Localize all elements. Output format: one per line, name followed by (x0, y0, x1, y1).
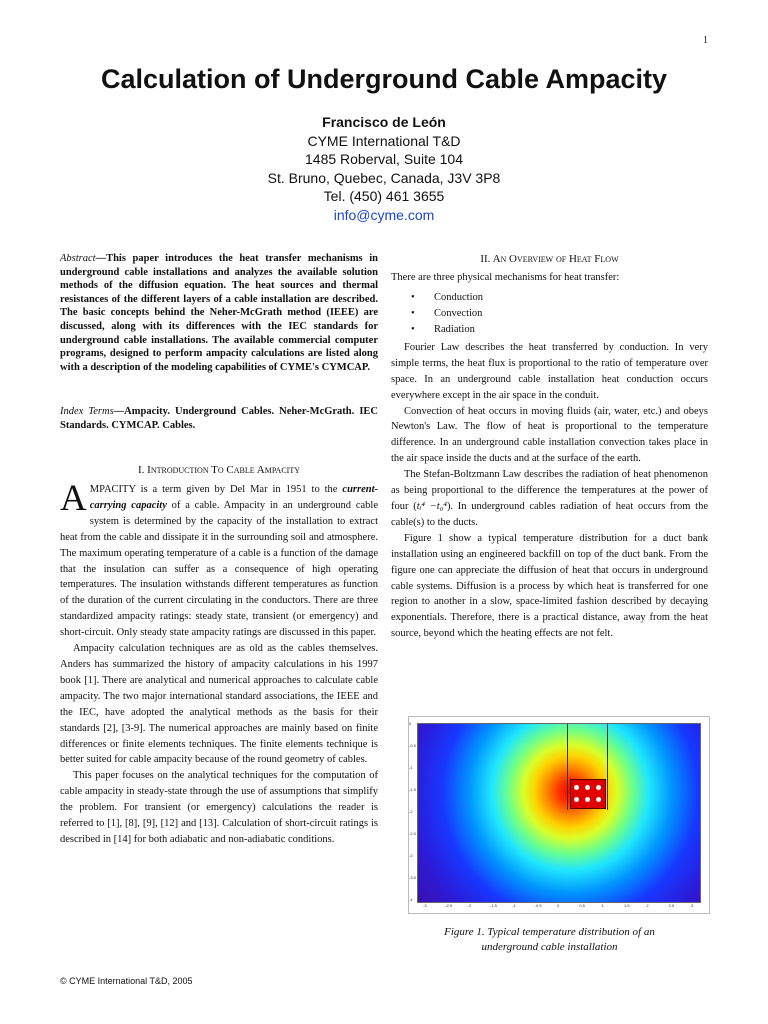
index-terms (60, 405, 378, 432)
abstract (60, 252, 378, 374)
drop-cap: A (60, 478, 87, 519)
author-email-link[interactable]: info@cyme.com (333, 206, 435, 223)
section2-heading: II. An Overview of Heat Flow (480, 253, 619, 265)
section2-para3: The Stefan-Boltzmann Law describes the radiation of heat phenomenon as being proportional to the difference the temperatures at the power of four (tᵢ⁴ −t₀⁴). In underground cables radiation of heat occurs from the cable(s) to the ducts. (391, 469, 708, 528)
cable-conductor (574, 797, 579, 802)
y-tick-label: -3 (409, 853, 413, 858)
abstract-text: —This paper introduces the heat transfer mechanisms in underground cable installations and analyzes the available solution methods of the diffusion equation. The heat sources and thermal resistances of the different layers of a cable installation are described. The basic concepts behind the Neher-McGrath method (IEEE) are discussed, along with its differences with the IEC standards for underground cable installations. The available commercial computer programs, designed to perform ampacity calculations are listed along with a description of the modeling capabilities of CYME's CYMCAP. (60, 253, 378, 373)
figure-temperature-distribution (408, 716, 710, 914)
index-terms-text: —Ampacity. Underground Cables. Neher-McGrath. IEC Standards. CYMCAP. Cables. (60, 406, 378, 431)
cable-conductor (596, 785, 601, 790)
heat-transfer-list (391, 290, 708, 338)
y-tick-label: -1 (409, 765, 413, 770)
x-tick-label: 1 (601, 903, 604, 908)
section1-heading: I. Introduction To Cable Ampacity (138, 464, 300, 476)
x-tick-label: -2.5 (445, 903, 453, 908)
x-tick-label: -3 (423, 903, 427, 908)
section2-intro: There are three physical mechanisms for heat transfer: (391, 272, 620, 283)
copyright-footer: © CYME International T&D, 2005 (60, 976, 193, 986)
author-block (0, 113, 768, 224)
section1-para1: AMPACITY is a term given by Del Mar in 1951 to the current-carrying capacity of a cable. Ampacity in an underground cable system is determined by the capacity of the installation to extract heat from the cable and dissipate it in the surrounding soil and atmosphere. The maximum operating temperature of a cable is a function of the damage that the insulation can suffer as a consequence of high operating temperatures. The insulation withstands different temperatures as function of the duration of the current circulating in the conductors. There are three standardized ampacity ratings: steady state, transient (or emergency) and short-circuit. Only steady state ampacity ratings are discussed in this paper. (60, 478, 378, 639)
x-tick-label: -1.5 (490, 903, 497, 908)
cable-conductor (574, 785, 579, 790)
section2-body (391, 270, 708, 642)
inline-formula: tᵢ⁴ −t₀⁴ (416, 500, 447, 512)
y-tick-label: 0 (409, 721, 412, 726)
section2-para2: Convection of heat occurs in moving fluids (air, water, etc.) and obeys Newton's Law. The flow of heat is proportional to the temperature difference. In an underground cable installation convection takes place in the air space inside the ducts and at the surface of the earth. (391, 405, 708, 465)
y-tick-label: -4 (409, 897, 413, 902)
y-tick-label: -1.5 (409, 787, 416, 792)
x-tick-label: 2.5 (668, 903, 675, 908)
x-tick-label: -0.5 (534, 903, 542, 908)
list-item: • Convection (411, 306, 708, 322)
y-tick-label: -0.5 (409, 743, 416, 748)
emphasis-current-carrying: current-carrying capacity (89, 484, 378, 511)
x-tick-label: 1.5 (624, 903, 630, 908)
author-city: St. Bruno, Quebec, Canada, J3V 3P8 (267, 169, 501, 186)
section1-body (60, 478, 378, 848)
duct-bank (570, 779, 606, 809)
heatmap-plot (417, 723, 701, 903)
cable-conductor (596, 797, 601, 802)
section2-para1: Fourier Law describes the heat transferred by conduction. In very simple terms, the heat flux is proportional to the ratio of temperature over space. In an underground cable installation heat conduction occurs everywhere except in the air space in the conduit. (391, 341, 708, 401)
list-item: • Radiation (411, 322, 708, 338)
x-tick-label: 0.5 (579, 903, 585, 908)
x-tick-label: -1 (512, 903, 516, 908)
section1-para2: Ampacity calculation techniques are as old as the cables themselves. Anders has summarized the history of ampacity calculations in his 1997 book [1]. There are analytical and numerical approaches to calculate cable ampacity. The two major international standard associations, the IEEE and the IEC, have adopted the analytical methods as the basis for their standards [2], [3-9]. The numerical approaches are mainly based on finite differences or finite elements techniques. The finite elements technique is better suited for cable ampacity because of the round geometry of cables. (60, 643, 378, 766)
index-terms-label: Index Terms (60, 406, 114, 417)
cable-conductor (585, 785, 590, 790)
x-tick-label: 2 (646, 903, 649, 908)
author-name: Francisco de León (322, 114, 446, 130)
page-number: 1 (703, 35, 708, 46)
author-street: 1485 Roberval, Suite 104 (305, 151, 463, 167)
cable-conductor (585, 797, 590, 802)
y-tick-label: -2.5 (409, 831, 416, 836)
x-tick-label: 3 (691, 903, 694, 908)
x-tick-label: 0 (557, 903, 560, 908)
paper-title: Calculation of Underground Cable Ampacity (100, 64, 668, 94)
author-org: CYME International T&D (307, 132, 461, 149)
figure-caption: Figure 1. Typical temperature distribution of an underground cable installation (444, 926, 655, 953)
section2-para4: Figure 1 show a typical temperature distribution for a duct bank installation using an engineered backfill on top of the duct bank. From the figure one can appreciate the diffusion of heat that occurs in underground cable systems. Diffusion is a process by which heat is transferred for one region to another in a slow, space-limited fashion described by decaying exponentials. Therefore, there is a practical distance, away from the heat source, beyond which the heating effects are not felt. (391, 532, 708, 640)
section1-para3: This paper focuses on the analytical techniques for the computation of cable ampacity in steady-state through the use of assumptions that simplify the problem. For transient (or emergency) calculations the reader is referred to [1], [8], [9], [12] and [13]. Calculation of short-circuit ratings is described in [14] for both adiabatic and non-adiabatic conditions. (60, 770, 378, 845)
author-tel: Tel. (450) 461 3655 (323, 188, 445, 204)
y-tick-label: -3.5 (409, 875, 416, 880)
y-tick-label: -2 (409, 809, 413, 814)
abstract-label: Abstract (60, 253, 96, 264)
x-tick-label: -2 (467, 903, 472, 908)
list-item: • Conduction (411, 290, 708, 306)
